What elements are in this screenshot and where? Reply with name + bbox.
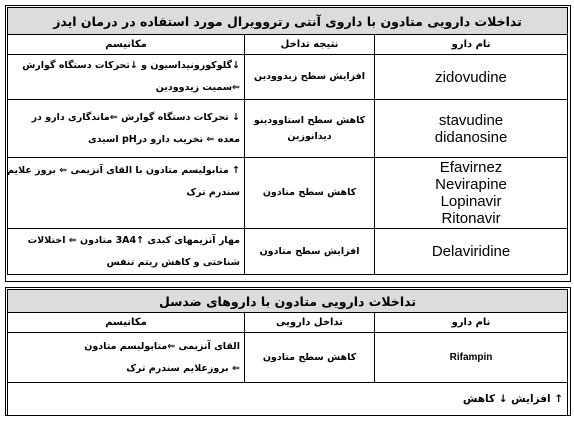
drug-cell: Rifampin xyxy=(375,333,568,383)
header-drug: نام دارو xyxy=(375,35,568,55)
drug-cell xyxy=(375,100,568,158)
mechanism-cell xyxy=(8,333,245,383)
drug-name: didanosine xyxy=(434,128,508,146)
interaction-table-antiretroviral xyxy=(7,7,568,275)
effect-cell: کاهش سطح متادون xyxy=(245,158,375,229)
mechanism-cell xyxy=(8,55,245,100)
effect-cell: افزایش سطح متادون xyxy=(245,229,375,275)
drug-cell xyxy=(375,229,568,275)
header-mechanism: مکانیسم xyxy=(8,313,245,333)
legend: ↑ افزایش ↓ کاهش xyxy=(8,383,568,416)
table2-title: تداخلات دارویی متادون با داروهای ضدسل xyxy=(8,290,568,313)
table1-title: تداخلات دارویی متادون با داروی آنتی رتروویرال مورد استفاده در درمان ایدز xyxy=(8,8,568,35)
header-effect: نتیجه تداخل xyxy=(245,35,375,55)
drug-cell xyxy=(375,158,568,229)
effect-cell: کاهش سطح استاوودینو دیدانوزین xyxy=(245,100,375,158)
mechanism-line: ↓ تحرکات دستگاه گوارش ⇐ماندگاری دارو در xyxy=(31,111,241,123)
table-row xyxy=(8,55,568,100)
mechanism-line: ↑ متابولیسم متادون با القای آنزیمی ⇐ بروز علایم xyxy=(7,165,241,176)
mechanism-line: ⇐ بروزعلایم سندرم ترک xyxy=(126,362,241,374)
mechanism-cell xyxy=(8,158,245,229)
mechanism-line: مهار آنزیمهای کبدی ↑3A4 متادون ⇐ اختلالات xyxy=(27,234,241,246)
mechanism-cell xyxy=(8,100,245,158)
drug-name: Nevirapine xyxy=(435,176,507,193)
table-row xyxy=(8,100,568,158)
drug-cell xyxy=(375,55,568,100)
mechanism-cell xyxy=(8,229,245,275)
drug-name: stavudine xyxy=(438,111,504,129)
mechanism-line: ↓گلوکورونیداسیون و ↓تحرکات دستگاه گوارش xyxy=(22,60,241,71)
mechanism-line: سندرم ترک xyxy=(186,187,241,198)
drug-name: Efavirnez xyxy=(439,159,503,176)
table-row xyxy=(8,229,568,275)
drug-name: Ritonavir xyxy=(441,210,501,227)
mechanism-line: شناختی و کاهش ریتم تنفس xyxy=(106,256,241,268)
table-row xyxy=(8,158,568,229)
mechanism-line: ⇐سمیت زیدوودین xyxy=(155,82,241,93)
table-row xyxy=(8,333,568,383)
effect-cell: افزایش سطح زیدوودین xyxy=(245,55,375,100)
mechanism-line: معده ⇐ تخریب دارو درpH اسیدی xyxy=(87,133,241,145)
header-drug: نام دارو xyxy=(375,313,568,333)
effect-cell: کاهش سطح متادون xyxy=(245,333,375,383)
interaction-table-tb xyxy=(7,289,568,416)
drug-name: Delaviridine xyxy=(431,243,511,260)
header-effect: تداخل دارویی xyxy=(245,313,375,333)
drug-name: zidovudine xyxy=(435,68,507,86)
drug-name: Lopinavir xyxy=(440,193,502,210)
mechanism-line: القای آنزیمی ⇐متابولیسم متادون xyxy=(84,340,241,352)
header-mechanism: مکانیسم xyxy=(8,35,245,55)
